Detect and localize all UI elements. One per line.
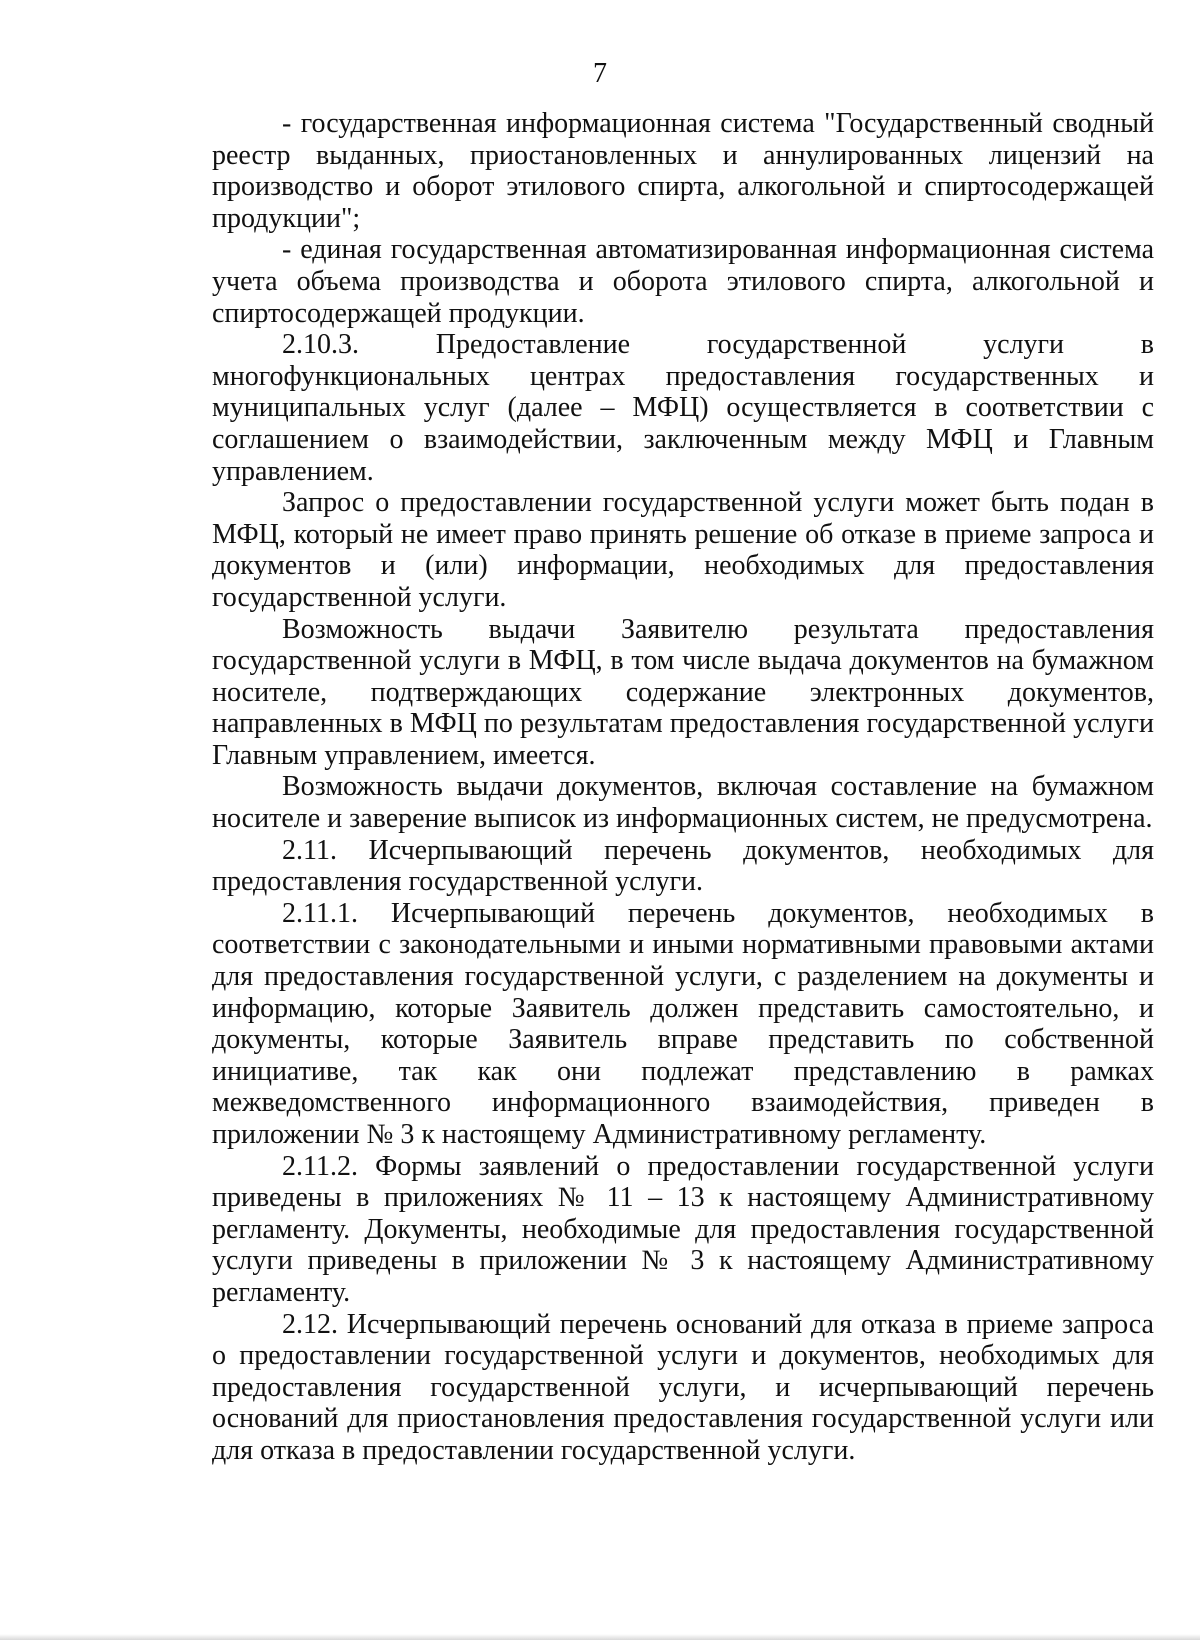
paragraph-result-issuance: Возможность выдачи Заявителю результата предоставления государственной услуги в МФЦ, в том числе выдача документов на бумажном носителе, подтверждающих содержание электронных документов, направленных в МФЦ по результатам предоставления государственной услуги Главным управлением, имеется.: [212, 613, 1154, 771]
scan-bottom-edge: [0, 1634, 1200, 1640]
paragraph-2-11-2: 2.11.2. Формы заявлений о предоставлении государственной услуги приведены в приложениях № 11 – 13 к настоящему Административному регламенту. Документы, необходимые для предоставления государственной услуги приведены в приложении № 3 к настоящему Административному регламенту.: [212, 1150, 1154, 1308]
paragraph-2-11-1: 2.11.1. Исчерпывающий перечень документов, необходимых в соответствии с законодательными и иными нормативными правовыми актами для предоставления государственной услуги, с разделением на документы и информацию, которые Заявитель должен представить самостоятельно, и документы, которые Заявитель вправе представить по собственной инициативе, так как они подлежат представлению в рамках межведомственного информационного взаимодействия, приведен в приложении № 3 к настоящему Административному регламенту.: [212, 897, 1154, 1150]
document-body: [212, 108, 1154, 1467]
paragraph-egais: - единая государственная автоматизированная информационная система учета объема производства и оборота этилового спирта, алкогольной и спиртосодержащей продукции.: [212, 234, 1154, 329]
page-number: 7: [593, 58, 607, 89]
paragraph-gis-reestr: - государственная информационная система "Государственный сводный реестр выданных, приостановленных и аннулированных лицензий на производство и оборот этилового спирта, алкогольной и спиртосодержащей продукции";: [212, 108, 1154, 234]
paragraph-2-10-3: 2.10.3. Предоставление государственной услуги в многофункциональных центрах предоставления государственных и муниципальных услуг (далее – МФЦ) осуществляется в соответствии с соглашением о взаимодействии, заключенным между МФЦ и Главным управлением.: [212, 329, 1154, 487]
paragraph-extracts: Возможность выдачи документов, включая составление на бумажном носителе и заверение выписок из информационных систем, не предусмотрена.: [212, 771, 1154, 835]
paragraph-2-11: 2.11. Исчерпывающий перечень документов, необходимых для предоставления государственной услуги.: [212, 834, 1154, 898]
paragraph-request-mfc: Запрос о предоставлении государственной услуги может быть подан в МФЦ, который не имеет право принять решение об отказе в приеме запроса и документов и (или) информации, необходимых для предоставления государственной услуги.: [212, 487, 1154, 613]
paragraph-2-12: 2.12. Исчерпывающий перечень оснований для отказа в приеме запроса о предоставлении государственной услуги и документов, необходимых для предоставления государственной услуги, и исчерпывающий перечень оснований для приостановления предоставления государственной услуги или для отказа в предоставлении государственной услуги.: [212, 1308, 1154, 1466]
